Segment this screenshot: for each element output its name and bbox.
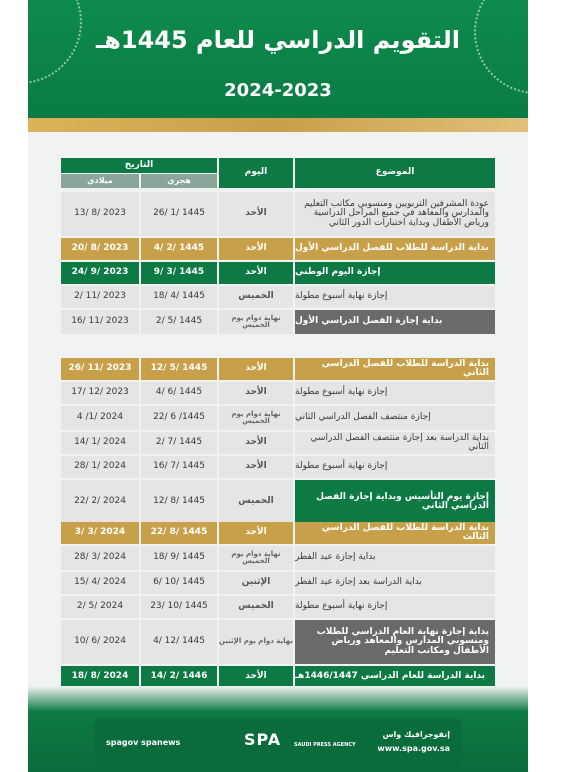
day-name: نهاية دوام يوم الخميس — [219, 406, 293, 430]
day-name: الأحد — [219, 262, 293, 284]
gregorian-date: 13/ 8/ 2023 — [61, 192, 139, 236]
gold-divider — [28, 118, 528, 132]
gregorian-date: 14/ 1/ 2024 — [61, 432, 139, 454]
website-link[interactable]: www.spa.gov.sa — [377, 744, 450, 753]
table-row — [61, 238, 495, 260]
day-name: الأحد — [219, 358, 293, 380]
hijri-date: 12/ 8/ 1445 — [141, 480, 217, 524]
day-name: الأحد — [219, 382, 293, 404]
event-subject: إجازة نهاية أسبوع مطولة — [295, 596, 495, 618]
table-row — [61, 192, 495, 236]
hijri-date: 9/ 3/ 1445 — [141, 262, 217, 284]
hijri-date: 6/ 10/ 1445 — [141, 572, 217, 594]
table-row — [61, 666, 495, 688]
table-row — [61, 620, 495, 664]
gregorian-date: 22/ 2/ 2024 — [61, 480, 139, 524]
spa-logo-sub: SAUDI PRESS AGENCY — [294, 742, 356, 748]
spa-logo: SPA — [244, 730, 282, 749]
subject-header: الموضوع — [295, 158, 495, 188]
hijri-date: 23/ 10/ 1445 — [141, 596, 217, 618]
table-row — [61, 522, 495, 544]
hijri-date: 4/ 6/ 1445 — [141, 382, 217, 404]
day-name: نهاية دوام يوم الخميس — [219, 310, 293, 334]
table-row — [61, 456, 495, 478]
gregorian-date: 17/ 12/ 2023 — [61, 382, 139, 404]
event-subject: بداية الدراسة للطلاب للفصل الدراسي الأول — [295, 238, 495, 260]
social-handles: spagov spanews — [106, 738, 181, 747]
gregorian-date: 24/ 9/ 2023 — [61, 262, 139, 284]
event-subject: بداية الدراسة للعام الدراسي 1446/1447هـ — [295, 666, 495, 688]
day-name: الأحد — [219, 192, 293, 236]
gregorian-date: 20/ 8/ 2023 — [61, 238, 139, 260]
event-subject: إجازة نهاية أسبوع مطولة — [295, 456, 495, 478]
hijri-date: 4/ 2/ 1445 — [141, 238, 217, 260]
day-name: الأحد — [219, 456, 293, 478]
hijri-date: 2/ 5/ 1445 — [141, 310, 217, 334]
gregorian-date: 4 /1/ 2024 — [61, 406, 139, 430]
event-subject: إجازة نهاية أسبوع مطولة — [295, 286, 495, 308]
table-row — [61, 572, 495, 594]
table-row — [61, 358, 495, 380]
gregorian-date: 3/ 3/ 2024 — [61, 522, 139, 544]
event-subject: إجازة منتصف الفصل الدراسي الثاني — [295, 406, 495, 430]
event-subject: إجازة نهاية أسبوع مطولة — [295, 382, 495, 404]
infographic-label: إنفوجرافيك واس — [382, 730, 450, 739]
day-name: الأحد — [219, 432, 293, 454]
table-row — [61, 382, 495, 404]
event-subject: إجازة يوم التأسيس وبداية إجازة الفصل الدراسي الثاني — [295, 480, 495, 524]
hijri-date: 14/ 2/ 1446 — [141, 666, 217, 688]
event-subject: إجازة اليوم الوطني — [295, 262, 495, 284]
table-row — [61, 262, 495, 284]
hijri-date: 22/ 6 /1445 — [141, 406, 217, 430]
footer-bar — [94, 718, 462, 768]
table-row — [61, 480, 495, 524]
gregorian-header: ميلادي — [61, 174, 139, 188]
page-subtitle: 2024-2023 — [224, 80, 332, 101]
gregorian-date: 28/ 3/ 2024 — [61, 546, 139, 570]
event-subject: بداية إجازة عيد الفطر — [295, 546, 495, 570]
hijri-date: 22/ 8/ 1445 — [141, 522, 217, 544]
day-header: اليوم — [219, 158, 293, 188]
day-name: الخميس — [219, 596, 293, 618]
event-subject: بداية الدراسة بعد إجازة عيد الفطر — [295, 572, 495, 594]
event-subject: بداية الدراسة للطلاب للفصل الدراسي الثالث — [295, 522, 495, 544]
calendar-card — [28, 0, 528, 772]
gregorian-date: 2/ 5/ 2024 — [61, 596, 139, 618]
hijri-date: 4/ 12/ 1445 — [141, 620, 217, 664]
hijri-date: 18/ 4/ 1445 — [141, 286, 217, 308]
event-subject: بداية إجازة نهاية العام الدراسي للطلاب ومنسوبي المدارس والمعاهد ورياض الأطفال ومكاتب التعليم — [295, 620, 495, 664]
gregorian-date: 10/ 6/ 2024 — [61, 620, 139, 664]
gregorian-date: 18/ 8/ 2024 — [61, 666, 139, 688]
day-name: الأحد — [219, 522, 293, 544]
hijri-date: 16/ 7/ 1445 — [141, 456, 217, 478]
hijri-header: هجري — [141, 174, 217, 188]
event-subject: بداية إجازة الفصل الدراسي الأول — [295, 310, 495, 334]
day-name: الأحد — [219, 238, 293, 260]
hijri-date: 2/ 7/ 1445 — [141, 432, 217, 454]
table-row — [61, 596, 495, 618]
date-header: التاريخ — [61, 158, 217, 173]
page-title: التقويم الدراسي للعام 1445هـ — [96, 26, 460, 54]
day-name: الخميس — [219, 286, 293, 308]
day-name: نهاية دوام يوم الإثنين — [219, 620, 293, 664]
hijri-date: 26/ 1/ 1445 — [141, 192, 217, 236]
gregorian-date: 15/ 4/ 2024 — [61, 572, 139, 594]
day-name: الإثنين — [219, 572, 293, 594]
table-row — [61, 432, 495, 454]
hijri-date: 12/ 5/ 1445 — [141, 358, 217, 380]
day-name: الخميس — [219, 480, 293, 524]
table-row — [61, 546, 495, 570]
gregorian-date: 2/ 11/ 2023 — [61, 286, 139, 308]
header-banner — [28, 0, 528, 118]
event-subject: بداية الدراسة بعد إجازة منتصف الفصل الدراسي الثاني — [295, 432, 495, 454]
table-row — [61, 310, 495, 334]
gregorian-date: 26/ 11/ 2023 — [61, 358, 139, 380]
gregorian-date: 16/ 11/ 2023 — [61, 310, 139, 334]
event-subject: بداية الدراسة للطلاب للفصل الدراسي الثاني — [295, 358, 495, 380]
table-row — [61, 286, 495, 308]
day-name: نهاية دوام يوم الخميس — [219, 546, 293, 570]
gregorian-date: 28/ 1/ 2024 — [61, 456, 139, 478]
table-row — [61, 406, 495, 430]
event-subject: عودة المشرفين التربويين ومنسوبي مكاتب التعليم والمدارس والمعاهد في جميع المراحل الدراسية ورياض الأطفال وبداية اختبارات الدور الثاني — [295, 192, 495, 236]
hijri-date: 18/ 9/ 1445 — [141, 546, 217, 570]
day-name: الأحد — [219, 666, 293, 688]
